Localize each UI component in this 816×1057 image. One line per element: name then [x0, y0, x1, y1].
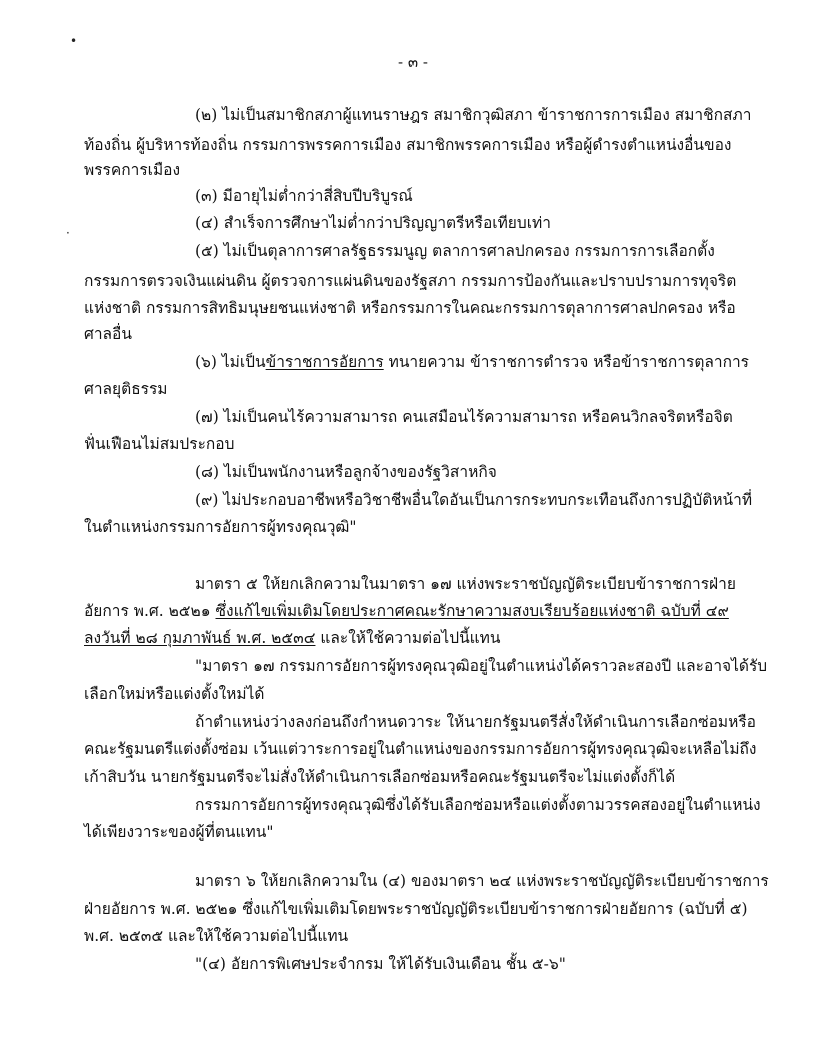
section-5-line: มาตรา ๕ ให้ยกเลิกความในมาตรา ๑๗ แห่งพระราชบัญญัติระเบียบข้าราชการฝ่าย: [195, 575, 736, 593]
item-7-cont-line: ฟั่นเฟือนไม่สมประกอบ: [84, 435, 235, 453]
item-2-cont-line: ท้องถิ่น ผู้บริหารท้องถิ่น กรรมการพรรคการเมือง สมาชิกพรรคการเมือง หรือผู้ดำรงตำแหน่งอื่นของ: [84, 136, 732, 154]
section-5-cont-line: [84, 628, 500, 648]
item-7-line: (๗) ไม่เป็นคนไร้ความสามารถ คนเสมือนไร้ความสามารถ หรือคนวิกลจริตหรือจิต: [195, 408, 733, 426]
section-5-underlined-text: ซึ่งแก้ไขเพิ่มเติมโดยประกาศคณะรักษาความสงบเรียบร้อยแห่งชาติ ฉบับที่ ๔๙: [215, 602, 729, 620]
section-5-cont-line: [84, 601, 729, 621]
item-6-text-c: ทนายความ ข้าราชการตำรวจ หรือข้าราชการตุลาการ: [383, 353, 749, 371]
item-9-cont-line: ในตำแหน่งกรรมการอัยการผู้ทรงคุณวุฒิ": [84, 518, 357, 536]
page-number: - ๓ -: [398, 53, 428, 71]
section-5-text-a: อัยการ พ.ศ. ๒๕๒๑: [84, 602, 216, 620]
quoted-item-4-line: "(๔) อัยการพิเศษประจำกรม ให้ได้รับเงินเดือน ชั้น ๕-๖": [195, 955, 566, 973]
corner-mark: •: [70, 34, 78, 48]
item-2-cont-line: พรรคการเมือง: [84, 161, 181, 179]
section-17-line: "มาตรา ๑๗ กรรมการอัยการผู้ทรงคุณวุฒิอยู่ในตำแหน่งได้คราวละสองปี และอาจได้รับ: [195, 657, 768, 675]
section-6-cont-line: ฝ่ายอัยการ พ.ศ. ๒๕๒๑ ซึ่งแก้ไขเพิ่มเติมโดยพระราชบัญญัติระเบียบข้าราชการฝ่ายอัยการ (ฉบับที่ ๕): [84, 900, 748, 918]
section-5-underlined-date: ลงวันที่ ๒๘ กุมภาพันธ์ พ.ศ. ๒๕๓๔: [84, 629, 316, 647]
item-6-cont-line: ศาลยุติธรรม: [84, 380, 168, 398]
item-6-underlined-text: ข้าราชการอัยการ: [265, 353, 384, 371]
item-9-line: (๙) ไม่ประกอบอาชีพหรือวิชาชีพอื่นใดอันเป็นการกระทบกระเทือนถึงการปฏิบัติหน้าที่: [195, 491, 753, 509]
stray-dot-mark: ·: [66, 226, 70, 240]
item-5-cont-line: แห่งชาติ กรรมการสิทธิมนุษยชนแห่งชาติ หรือกรรมการในคณะกรรมการตุลาการศาลปกครอง หรือ: [84, 299, 736, 317]
item-4-line: (๔) สำเร็จการศึกษาไม่ต่ำกว่าปริญญาตรีหรือเทียบเท่า: [195, 214, 551, 232]
section-5-text-b: และให้ใช้ความต่อไปนี้แทน: [315, 629, 501, 647]
item-6-line: [195, 352, 749, 372]
paragraph-2-cont-line: เก้าสิบวัน นายกรัฐมนตรีจะไม่สั่งให้ดำเนินการเลือกซ่อมหรือคณะรัฐมนตรีจะไม่แต่งตั้งก็ได้: [84, 768, 676, 786]
section-6-cont-line: พ.ศ. ๒๕๓๕ และให้ใช้ความต่อไปนี้แทน: [84, 927, 349, 945]
section-6-line: มาตรา ๖ ให้ยกเลิกความใน (๔) ของมาตรา ๒๔ แห่งพระราชบัญญัติระเบียบข้าราชการ: [195, 872, 769, 890]
paragraph-2-cont-line: คณะรัฐมนตรีแต่งตั้งซ่อม เว้นแต่วาระการอยู่ในตำแหน่งของกรรมการอัยการผู้ทรงคุณวุฒิจะเหลือไม่ถึง: [84, 740, 757, 758]
paragraph-3-line: กรรมการอัยการผู้ทรงคุณวุฒิซึ่งได้รับเลือกซ่อมหรือแต่งตั้งตามวรรคสองอยู่ในตำแหน่ง: [195, 796, 761, 814]
paragraph-2-line: ถ้าตำแหน่งว่างลงก่อนถึงกำหนดวาระ ให้นายกรัฐมนตรีสั่งให้ดำเนินการเลือกซ่อมหรือ: [195, 713, 756, 731]
item-2-line: (๒) ไม่เป็นสมาชิกสภาผู้แทนราษฎร สมาชิกวุฒิสภา ข้าราชการการเมือง สมาชิกสภา: [195, 106, 752, 124]
item-5-line: (๕) ไม่เป็นตุลาการศาลรัฐธรรมนูญ ตลาการศาลปกครอง กรรมการการเลือกตั้ง: [195, 242, 715, 260]
item-5-cont-line: กรรมการตรวจเงินแผ่นดิน ผู้ตรวจการแผ่นดินของรัฐสภา กรรมการป้องกันและปราบปรามการทุจริต: [84, 272, 737, 290]
paragraph-3-cont-line: ได้เพียงวาระของผู้ที่ตนแทน": [84, 823, 274, 841]
section-17-cont-line: เลือกใหม่หรือแต่งตั้งใหม่ได้: [84, 685, 265, 703]
item-3-line: (๓) มีอายุไม่ต่ำกว่าสี่สิบปีบริบูรณ์: [195, 187, 413, 205]
item-5-cont-line: ศาลอื่น: [84, 325, 132, 343]
item-8-line: (๘) ไม่เป็นพนักงานหรือลูกจ้างของรัฐวิสาหกิจ: [195, 463, 497, 481]
item-6-text-a: (๖) ไม่เป็น: [195, 353, 266, 371]
